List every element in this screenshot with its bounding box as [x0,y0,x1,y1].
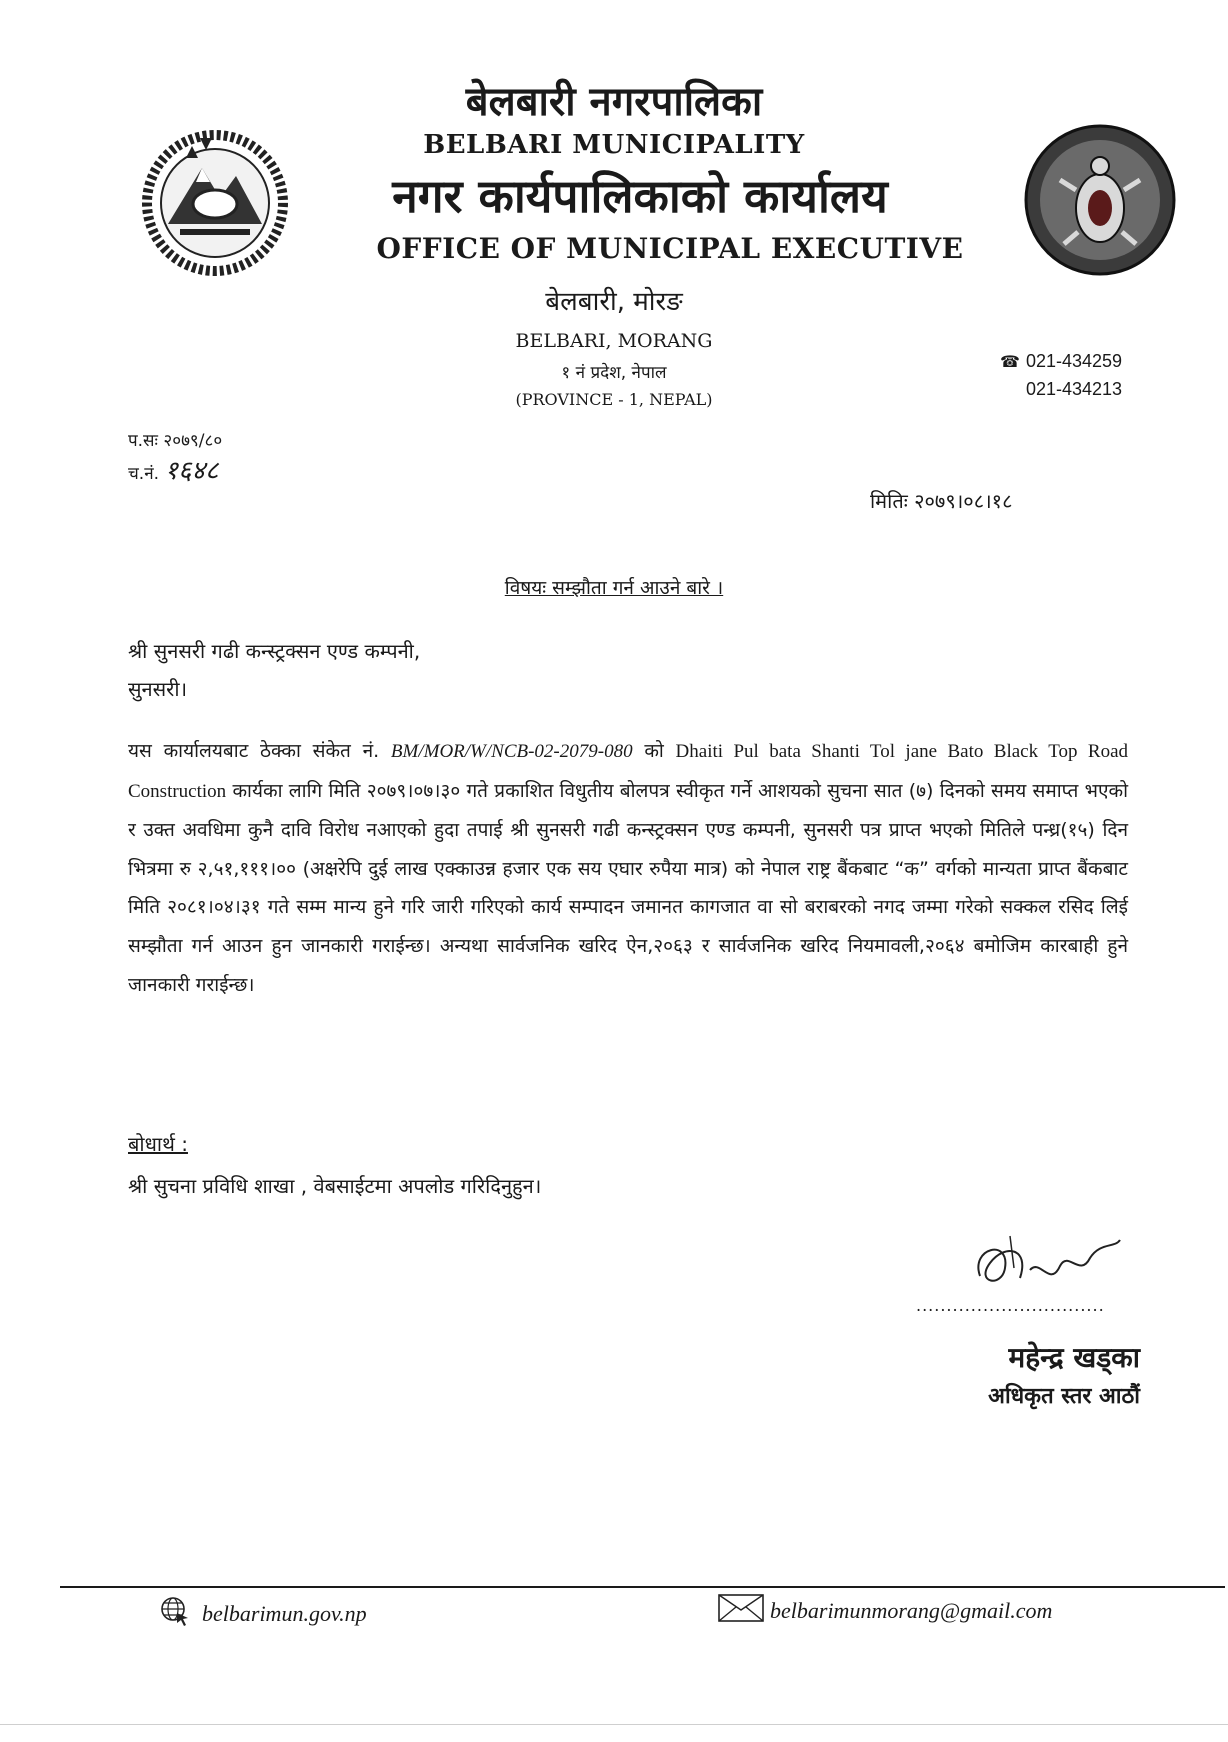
footer-divider [60,1586,1225,1588]
envelope-icon [718,1594,764,1628]
cn-value: १६४८ [164,456,219,486]
signer-title: अधिकृत स्तर आठौं [988,1384,1140,1409]
cc-label: बोधार्थ : [128,1132,188,1156]
address-nepali: बेलबारी, मोरङ [545,287,683,317]
recipient-block [128,632,420,708]
signature-dots: ............................... [916,1296,1105,1315]
body-ko: को [644,740,664,762]
reference-block [128,426,222,489]
signer-name: महेन्द्र खड्का [1008,1341,1140,1374]
tender-number: BM/MOR/W/NCB-02-2079-080 [390,741,633,762]
body-rest: कार्यका लागि मिति २०७९।०७।३० गते प्रकाशित विधुतीय बोलपत्र स्वीकृत गर्ने आशयको सुचना सात (७) दिनको समय समाप्त भएको र उक्त अवधिमा कुनै दावि विरोध नआएको हुदा तपाई श्री सुनसरी गढी कन्स्ट्रक्सन एण्ड कम्पनी, सुनसरी पत्र प्राप्त भएको मितिले पन्ध्र(१५) दिन भित्रमा रु २,५१,१११।०० (अक्षरेपि दुई लाख एक्काउन्न हजार एक सय एघार रुपैया मात्र) को नेपाल राष्ट्र बैंकबाट “क” वर्गको मान्यता प्राप्त बैंकबाट मिति २०८१।०४।३१ गते सम्म मान्य हुने गरि जारी गरिएको कार्य सम्पादन जमानत कागजात वा सो बराबरको नगद जम्मा गरेको सक्कल रसिद लिई सम्झौता गर्न आउन हुन जानकारी गराईन्छ। अन्यथा सार्वजनिक खरिद ऐन,२०६३ र सार्वजनिक खरिद नियमावली,२०६४ बमोजिम कारबाही हुने जानकारी गराईन्छ। [128,779,1128,996]
phone-number-2: 021-434213 [1025,379,1123,399]
body-intro: यस कार्यालयबाट ठेक्का संकेत नं. [128,740,380,762]
municipality-logo-icon [1020,120,1180,280]
ps-value: २०७९/८० [163,431,223,451]
province-english: (PROVINCE - 1, NEPAL) [515,390,713,409]
website-link[interactable]: belbarimun.gov.np [202,1601,367,1626]
phone-number-1: 021-434259 [1025,351,1123,371]
recipient-line-2: सुनसरी। [128,677,188,701]
email-link[interactable]: belbarimunmorang@gmail.com [770,1598,1053,1623]
letter-body [128,732,1128,1004]
province-nepali: १ नं प्रदेश, नेपाल [561,363,667,383]
municipality-title-nepali: बेलबारी नगरपालिका [465,79,763,125]
phone-icon: ☎ [1000,354,1020,371]
letter-subject: विषयः सम्झौता गर्न आउने बारे । [504,577,724,599]
page-bottom-edge [0,1724,1228,1725]
municipality-title-english: BELBARI MUNICIPALITY [423,130,805,160]
phone-block [1000,348,1122,402]
cn-label: च.नं. [128,464,160,484]
footer-website[interactable] [160,1596,367,1632]
letter-date: मितिः २०७९।०८।१८ [870,489,1013,513]
ps-label: प.सः [128,431,158,451]
cc-text: श्री सुचना प्रविधि शाखा , वेबसाईटमा अपलोड गरिदिनुहुन। [128,1174,542,1198]
globe-cursor-icon [160,1596,190,1632]
footer-email[interactable] [718,1594,1052,1628]
recipient-line-1: श्री सुनसरी गढी कन्स्ट्रक्सन एण्ड कम्पनी, [128,639,421,663]
address-english: BELBARI, MORANG [515,330,713,352]
project-name: Dhaiti Pul bata Shanti Tol jane Bato Black Top Road Construction [128,741,1128,802]
office-title-nepali: नगर कार्यपालिकाको कार्यालय [392,169,888,223]
office-title-english: OFFICE OF MUNICIPAL EXECUTIVE [376,232,964,265]
